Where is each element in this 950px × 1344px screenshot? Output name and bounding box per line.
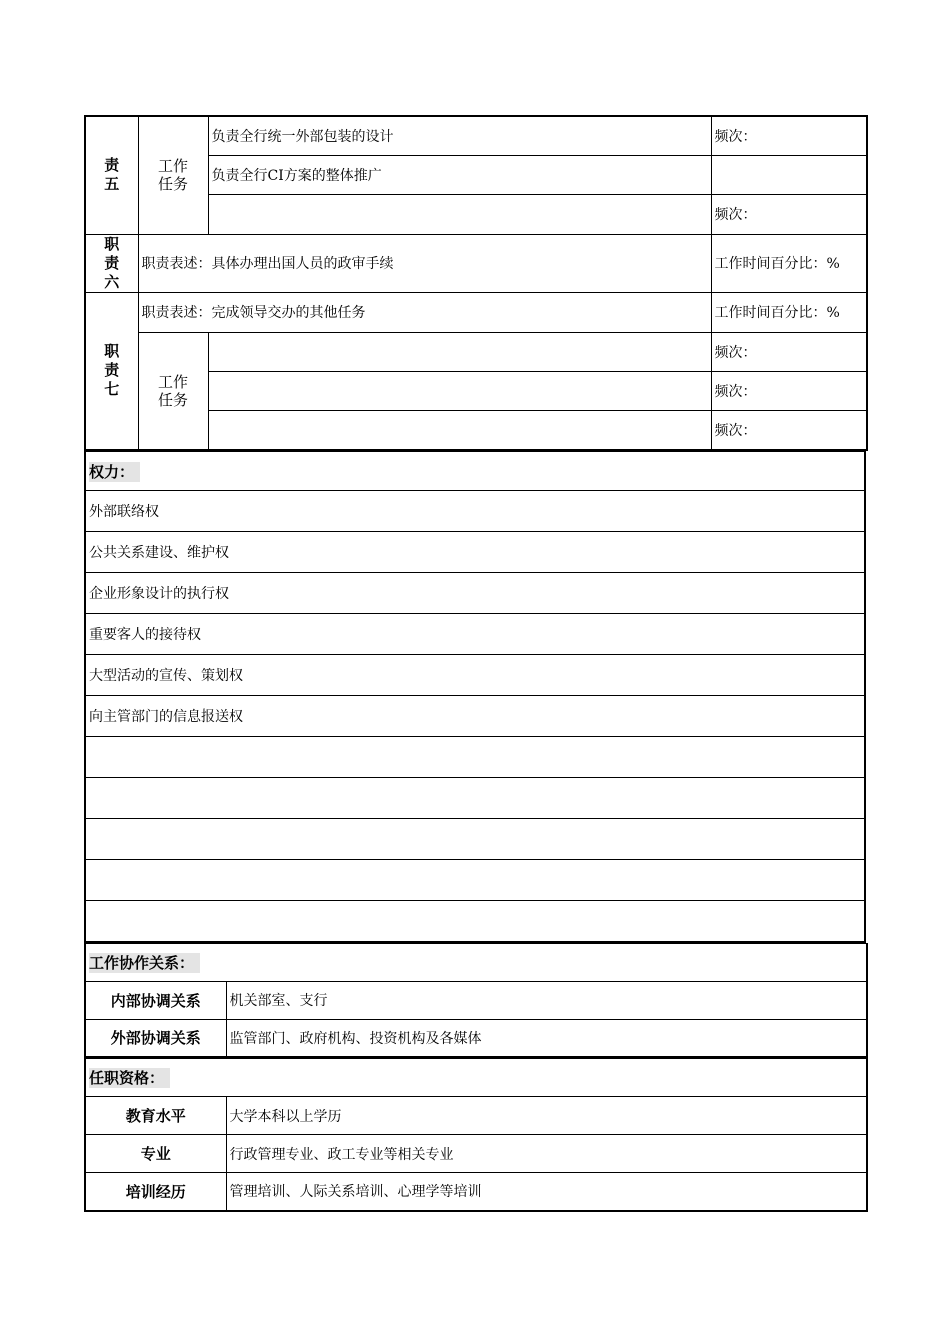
duty5-task-2: 负责全行CI方案的整体推广 [208, 155, 711, 194]
duty5-task-label [138, 116, 208, 234]
power-item [85, 860, 865, 901]
training-value: 管理培训、人际关系培训、心理学等培训 [226, 1173, 867, 1211]
power-item: 外部联络权 [85, 491, 865, 532]
duty7-task-2-freq: 频次： [711, 371, 867, 410]
power-item: 向主管部门的信息报送权 [85, 696, 865, 737]
internal-coordination-label: 内部协调关系 [85, 981, 226, 1019]
qualifications-heading-text: 任职资格： [89, 1068, 170, 1088]
duty5-title-line1: 责 [104, 156, 120, 175]
duty6-title-line1: 职 [104, 234, 120, 253]
power-item: 大型活动的宣传、策划权 [85, 655, 865, 696]
duty7-task-label-line1: 工作 [157, 372, 188, 391]
job-description-sheet [84, 115, 866, 1212]
duty7-task-2 [208, 371, 711, 410]
external-coordination-value: 监管部门、政府机构、投资机构及各媒体 [226, 1019, 867, 1057]
duty7-description: 职责表述：完成领导交办的其他任务 [138, 292, 711, 332]
power-item [85, 819, 865, 860]
power-item [85, 737, 865, 778]
power-item [85, 901, 865, 942]
duty5-title-line2: 五 [104, 175, 120, 194]
duty6-description: 职责表述：具体办理出国人员的政审手续 [138, 234, 711, 292]
powers-heading [85, 452, 865, 491]
duty5-task-1: 负责全行统一外部包装的设计 [208, 116, 711, 155]
powers-table [84, 451, 866, 943]
powers-heading-text: 权力： [89, 462, 140, 482]
major-label: 专业 [85, 1135, 226, 1173]
duty6-title-line2: 责 [104, 253, 120, 272]
education-label: 教育水平 [85, 1097, 226, 1135]
collaboration-heading-text: 工作协作关系： [89, 953, 200, 973]
duty7-task-1-freq: 频次： [711, 332, 867, 371]
duty7-title-line1: 职 [104, 342, 120, 361]
duty7-task-3-freq: 频次： [711, 410, 867, 450]
duty5-task-label-line1: 工作 [157, 157, 188, 176]
qualifications-heading [85, 1059, 867, 1097]
duties-table [84, 115, 868, 451]
collaboration-heading [85, 943, 867, 981]
duty7-title-line3: 七 [104, 380, 120, 399]
duty5-task-2-freq [711, 155, 867, 194]
education-value: 大学本科以上学历 [226, 1097, 867, 1135]
duty7-title [85, 292, 138, 450]
duty5-task-3-freq: 频次： [711, 194, 867, 234]
duty7-task-1 [208, 332, 711, 371]
duty5-task-3 [208, 194, 711, 234]
duty5-title [85, 116, 138, 234]
duty5-task-label-line2: 任务 [157, 175, 188, 194]
power-item: 公共关系建设、维护权 [85, 532, 865, 573]
power-item [85, 778, 865, 819]
duty7-time-pct: 工作时间百分比：% [711, 292, 867, 332]
duty7-title-line2: 责 [104, 361, 120, 380]
qualifications-table [84, 1058, 868, 1212]
duty6-title-line3: 六 [104, 272, 120, 291]
duty6-title [85, 234, 138, 292]
external-coordination-label: 外部协调关系 [85, 1019, 226, 1057]
internal-coordination-value: 机关部室、支行 [226, 981, 867, 1019]
training-label: 培训经历 [85, 1173, 226, 1211]
major-value: 行政管理专业、政工专业等相关专业 [226, 1135, 867, 1173]
duty7-task-label-line2: 任务 [157, 390, 188, 409]
power-item: 重要客人的接待权 [85, 614, 865, 655]
duty7-task-3 [208, 410, 711, 450]
power-item: 企业形象设计的执行权 [85, 573, 865, 614]
duty6-time-pct: 工作时间百分比：% [711, 234, 867, 292]
duty5-task-1-freq: 频次： [711, 116, 867, 155]
collaboration-table [84, 943, 868, 1059]
duty7-task-label [138, 332, 208, 450]
